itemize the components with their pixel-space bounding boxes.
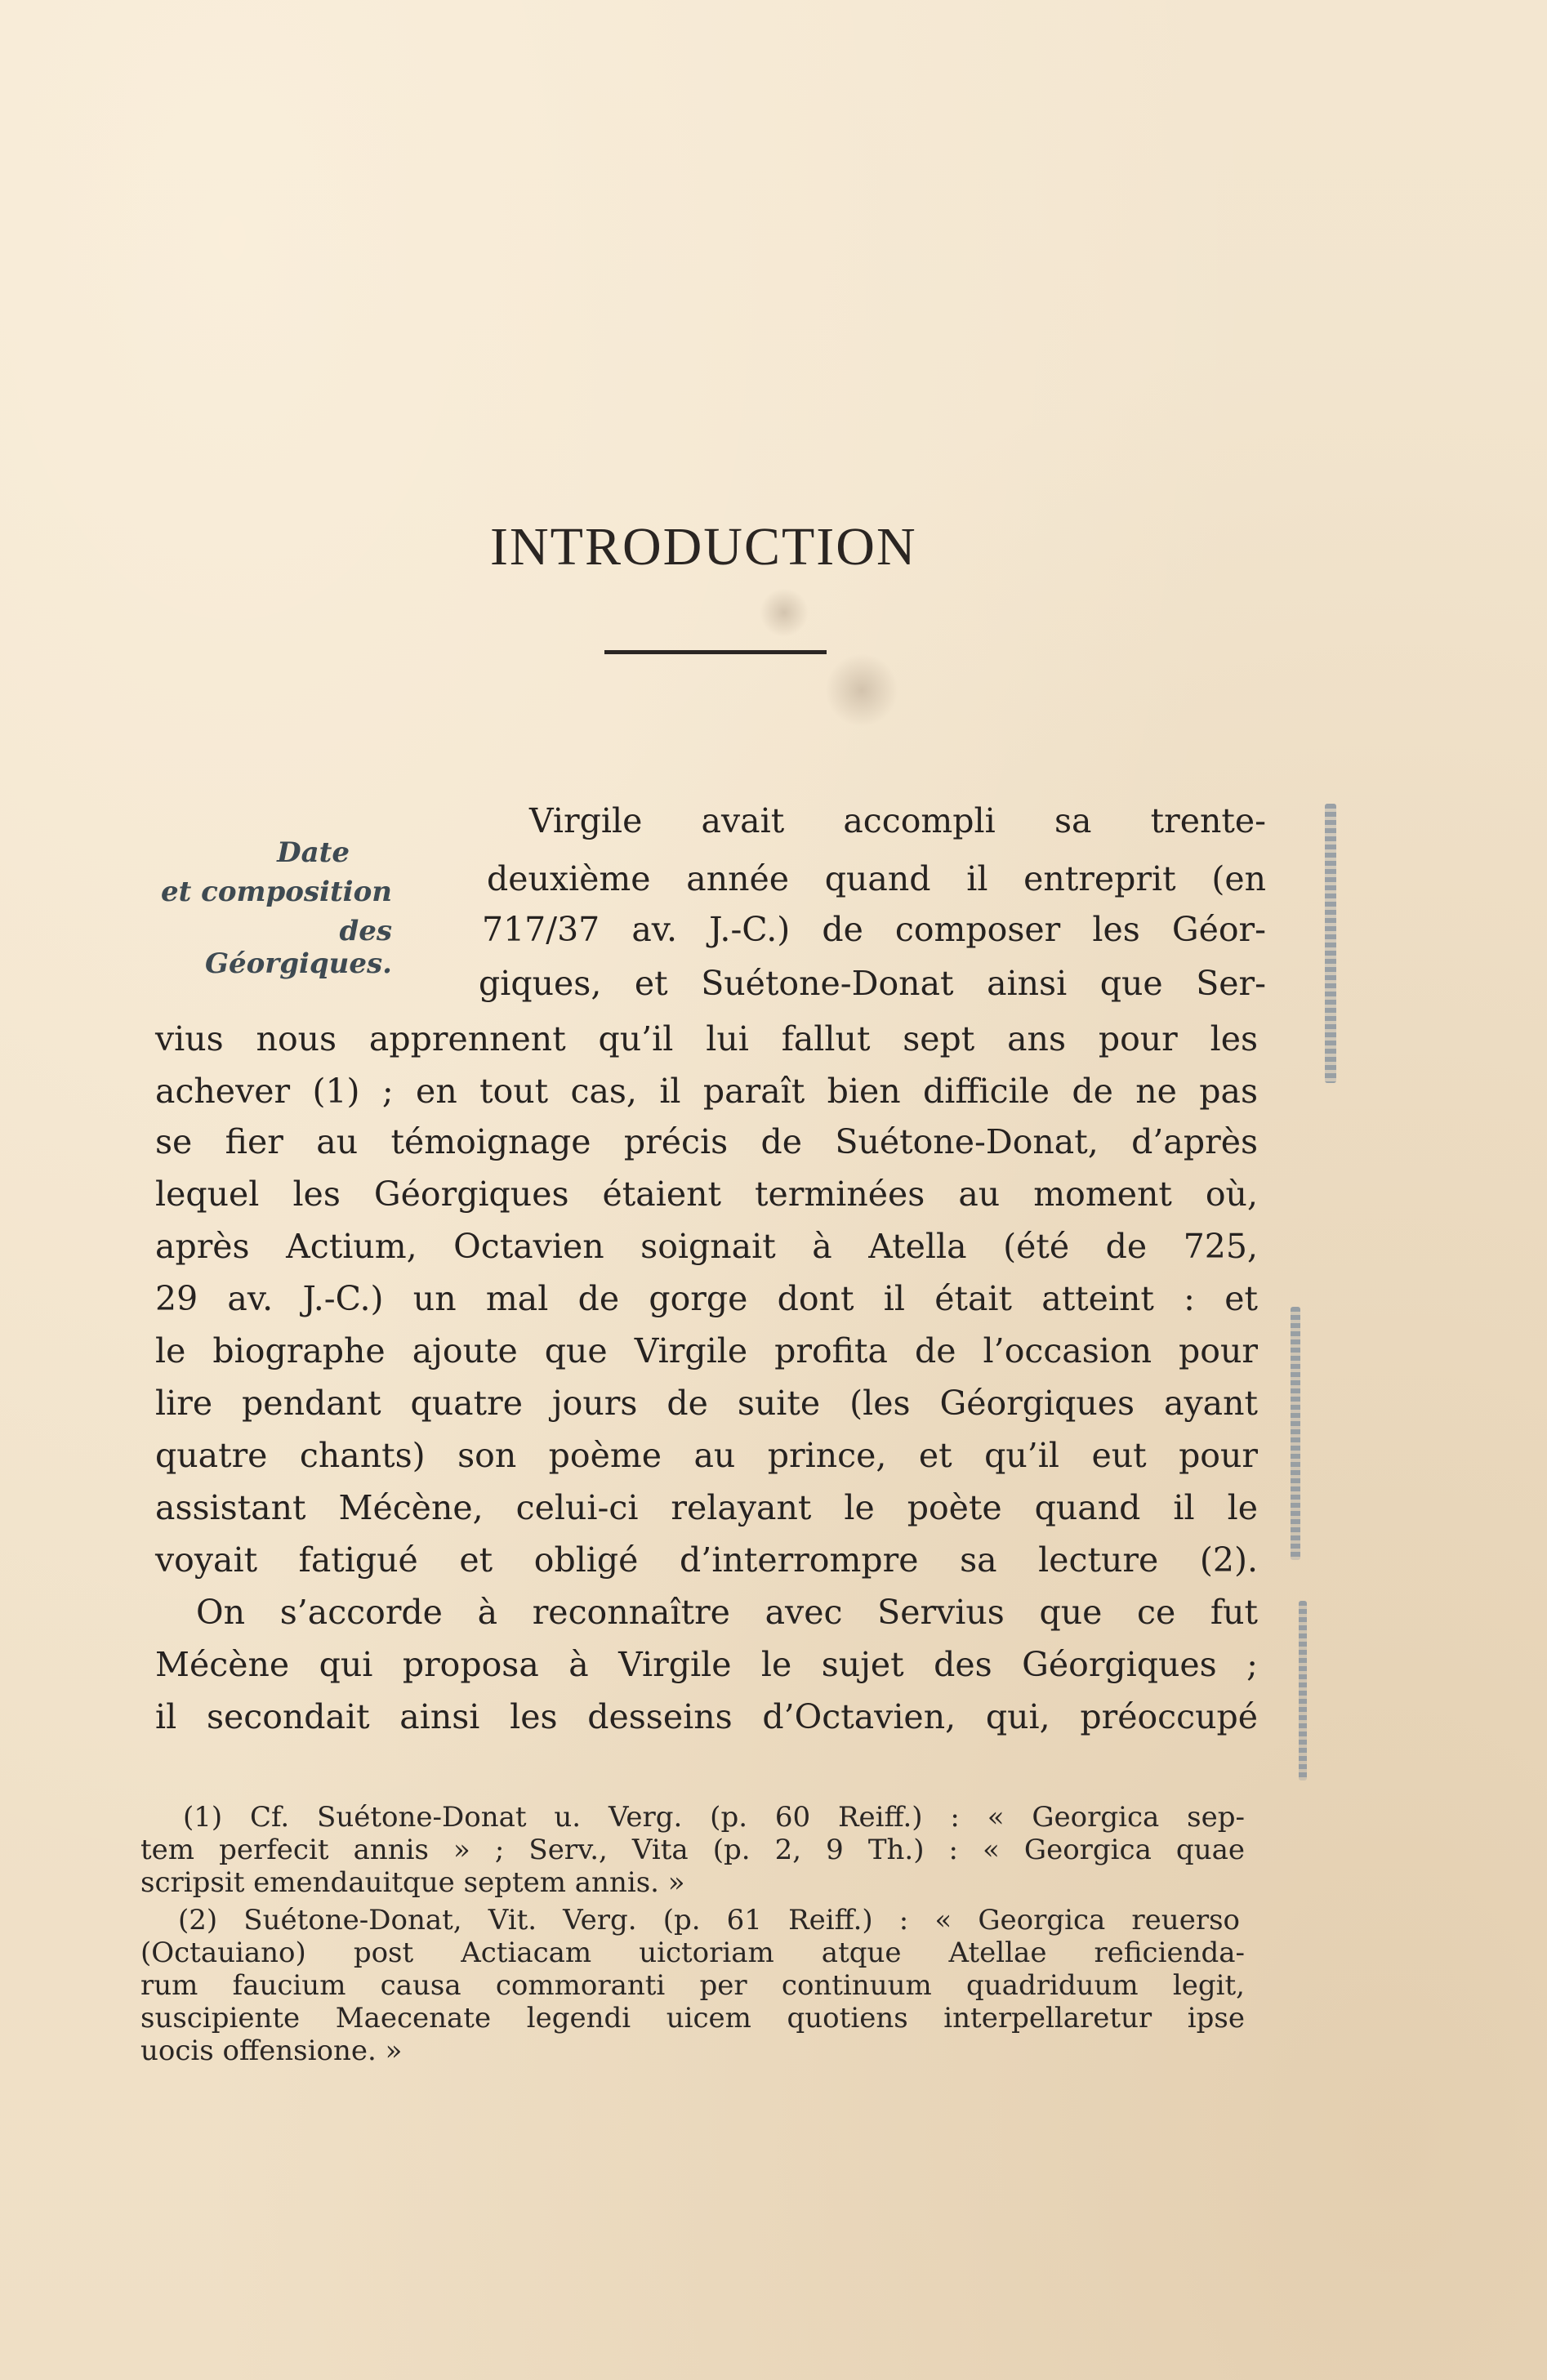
margin-note-line: Date (277, 836, 350, 869)
paper-stain (760, 588, 809, 637)
body-line: il secondait ainsi les desseins d’Octavien, qui, préoccupé (155, 1697, 1258, 1736)
title-rule (604, 650, 827, 654)
margin-pencil-mark (1325, 804, 1336, 1083)
margin-pencil-mark (1291, 1307, 1300, 1560)
body-line: Virgile avait accompli sa trente- (529, 801, 1266, 840)
footnote-line: tem perfecit annis » ; Serv., Vita (p. 2, 9 Th.) : « Georgica quae (140, 1834, 1245, 1866)
body-line: achever (1) ; en tout cas, il paraît bien difficile de ne pas (155, 1072, 1258, 1111)
body-line: quatre chants) son poème au prince, et qu’il eut pour (155, 1436, 1258, 1475)
footnote-line: (1) Cf. Suétone-Donat u. Verg. (p. 60 Reiff.) : « Georgica sep- (183, 1801, 1245, 1834)
body-line: assistant Mécène, celui-ci relayant le poète quand il le (155, 1488, 1258, 1527)
body-line: 717/37 av. J.-C.) de composer les Géor- (482, 910, 1266, 949)
body-line: vius nous apprennent qu’il lui fallut sept ans pour les (155, 1019, 1258, 1059)
footnote-line: scripsit emendauitque septem annis. » (140, 1866, 685, 1899)
body-line: deuxième année quand il entreprit (en (487, 859, 1266, 898)
body-line: lequel les Géorgiques étaient terminées au moment où, (155, 1174, 1258, 1214)
body-line: après Actium, Octavien soignait à Atella (été de 725, (155, 1227, 1258, 1266)
body-line: giques, et Suétone-Donat ainsi que Ser- (479, 964, 1266, 1003)
margin-note-line: des Géorgiques. (204, 915, 392, 980)
body-line: 29 av. J.-C.) un mal de gorge dont il était atteint : et (155, 1279, 1258, 1318)
margin-pencil-mark (1299, 1601, 1307, 1781)
footnote-line: suscipiente Maecenate legendi uicem quotiens interpellaretur ipse (140, 2002, 1245, 2035)
footnote-line: (2) Suétone-Donat, Vit. Verg. (p. 61 Reiff.) : « Georgica reuerso (178, 1904, 1240, 1937)
footnote-line: (Octauiano) post Actiacam uictoriam atque Atellae reficienda- (140, 1937, 1245, 1969)
paper-stain (825, 653, 898, 727)
body-line: se fier au témoignage précis de Suétone-Donat, d’après (155, 1122, 1258, 1161)
margin-note (155, 836, 392, 980)
body-line: lire pendant quatre jours de suite (les Géorgiques ayant (155, 1384, 1258, 1423)
body-line: Mécène qui proposa à Virgile le sujet des Géorgiques ; (155, 1645, 1258, 1684)
body-line: On s’accorde à reconnaître avec Servius que ce fut (196, 1593, 1258, 1632)
footnote-line: uocis offensione. » (140, 2035, 403, 2067)
body-line: voyait fatigué et obligé d’interrompre sa lecture (2). (155, 1540, 1258, 1580)
footnote-line: rum faucium causa commoranti per continuum quadriduum legit, (140, 1969, 1245, 2002)
body-line: le biographe ajoute que Virgile profita de l’occasion pour (155, 1331, 1258, 1371)
chapter-title: INTRODUCTION (490, 517, 917, 577)
margin-note-line: et composition (160, 876, 392, 908)
